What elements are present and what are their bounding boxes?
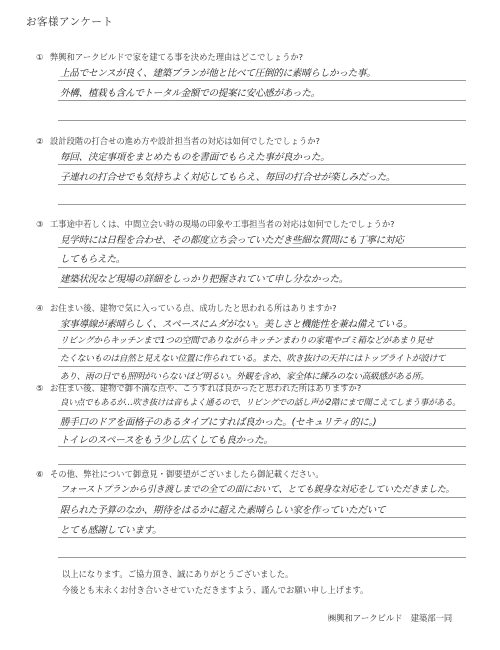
answer-line: とても感謝しています。 [60, 525, 162, 536]
ruled-line [58, 100, 466, 101]
answer-line: してもらえた。 [60, 254, 126, 265]
answer-line: 家事導線が素晴らしく、スペースにムダがない。美しさと機能性を兼ね備えている。 [60, 319, 413, 330]
signature: ㈱興和アークビルド 建築部一同 [328, 613, 453, 623]
ruled-line [58, 204, 466, 205]
question-number: ② [36, 136, 44, 146]
question-1 [36, 52, 303, 63]
question-text: お住まい後、建物で気に入っている点、成功したと思われる所はありますか? [50, 303, 337, 313]
ruled-line [58, 80, 466, 81]
answer-line: 見学時には日程を合わせ、その都度立ち会っていただき些細な質問にも丁寧に対応 [60, 235, 404, 246]
answer-line: 勝手口のドアを面格子のあるタイプにすれば良かった。(セキュリティ的に。) [60, 417, 377, 428]
ruled-line [58, 537, 466, 538]
ruled-line [58, 287, 466, 288]
question-number: ③ [36, 219, 44, 229]
answer-line: 建築状況など現場の詳細をしっかり把握されていて申し分なかった。 [60, 274, 349, 285]
answer-line: リビングからキッチンまで1つの空間でありながらキッチンまわりの家電やゴミ箱などがあまり見せ [60, 336, 433, 346]
ruled-line [58, 366, 466, 367]
answer-line: 外構、植栽も含んでトータル金額での提案に安心感があった。 [60, 88, 320, 99]
ruled-line [58, 348, 466, 349]
question-text: 設計段階の打合せの進め方や設計担当者の対応は如何でしたでしょうか? [50, 136, 320, 146]
question-text: 弊興和アークビルドで家を建てる事を決めた理由はどこでしょうか? [50, 52, 304, 62]
closing-line-2: 今後とも末永くお付き合いさせていただきますよう、謹んでお願い申し上げます。 [62, 585, 369, 595]
ruled-line [58, 184, 466, 185]
ruled-line [58, 120, 466, 121]
ruled-line [58, 164, 466, 165]
ruled-line [58, 410, 466, 411]
question-number: ① [36, 52, 44, 62]
answer-line: たくないものは自然と見えない位置に作られている。また、吹き抜けの天井にはトップライトが設けて [60, 354, 446, 364]
answer-line: トイレのスペースをもう少し広くしても良かった。 [60, 435, 273, 446]
ruled-line [58, 497, 466, 498]
answer-line: 上品でセンスが良く、建築プランが他と比べて圧倒的に素晴らしかった事。 [60, 68, 376, 79]
question-text: お住まい後、建物で御不満な点や、こうすれば良かったと思われた所はありますか? [50, 383, 362, 393]
ruled-line [58, 517, 466, 518]
question-4 [36, 303, 337, 314]
page-title: お客様アンケート [26, 16, 114, 28]
question-number: ⑥ [36, 469, 44, 479]
question-3 [36, 219, 395, 230]
question-2 [36, 136, 320, 147]
answer-line: 毎回、決定事項をまとめたものを書面でもらえた事が良かった。 [60, 152, 330, 163]
ruled-line [58, 330, 466, 331]
ruled-line [58, 428, 466, 429]
answer-line: 良い点でもあるが…吹き抜けは音もよく通るので、リビングでの話し声が2階にまで聞こえてしまう事がある。 [60, 397, 461, 407]
ruled-line [58, 247, 466, 248]
answer-line: フォーストプランから引き渡しまでの全ての面において、とても親身な対応をしていただきました。 [60, 485, 455, 495]
question-5 [36, 383, 361, 394]
question-number: ④ [36, 303, 44, 313]
ruled-line [58, 267, 466, 268]
question-6 [36, 469, 324, 480]
answer-line: 限られた予算のなか、期待をはるかに超えた素晴らしい家を作っていただいて [60, 505, 386, 516]
question-number: ⑤ [36, 383, 44, 393]
answer-line: あり、雨の日でも照明がいらないほど明るい。外観を含め、家全体に練みのない高級感がある所。 [60, 372, 429, 382]
answer-line: 子連れの打合せでも気持ちよく対応してもらえ、毎回の打合せが楽しみだった。 [60, 172, 396, 183]
question-text: その他、弊社について御意見・御要望がございましたら御記載ください。 [50, 469, 324, 479]
ruled-line [58, 446, 466, 447]
ruled-line [58, 557, 466, 558]
closing-line-1: 以上になります。ご協力頂き、誠にありがとうございました。 [62, 569, 294, 579]
question-text: 工事途中若しくは、中間立会い時の現場の印象や工事担当者の対応は如何でしたでしょうか? [50, 219, 395, 229]
ruled-line [58, 464, 466, 465]
